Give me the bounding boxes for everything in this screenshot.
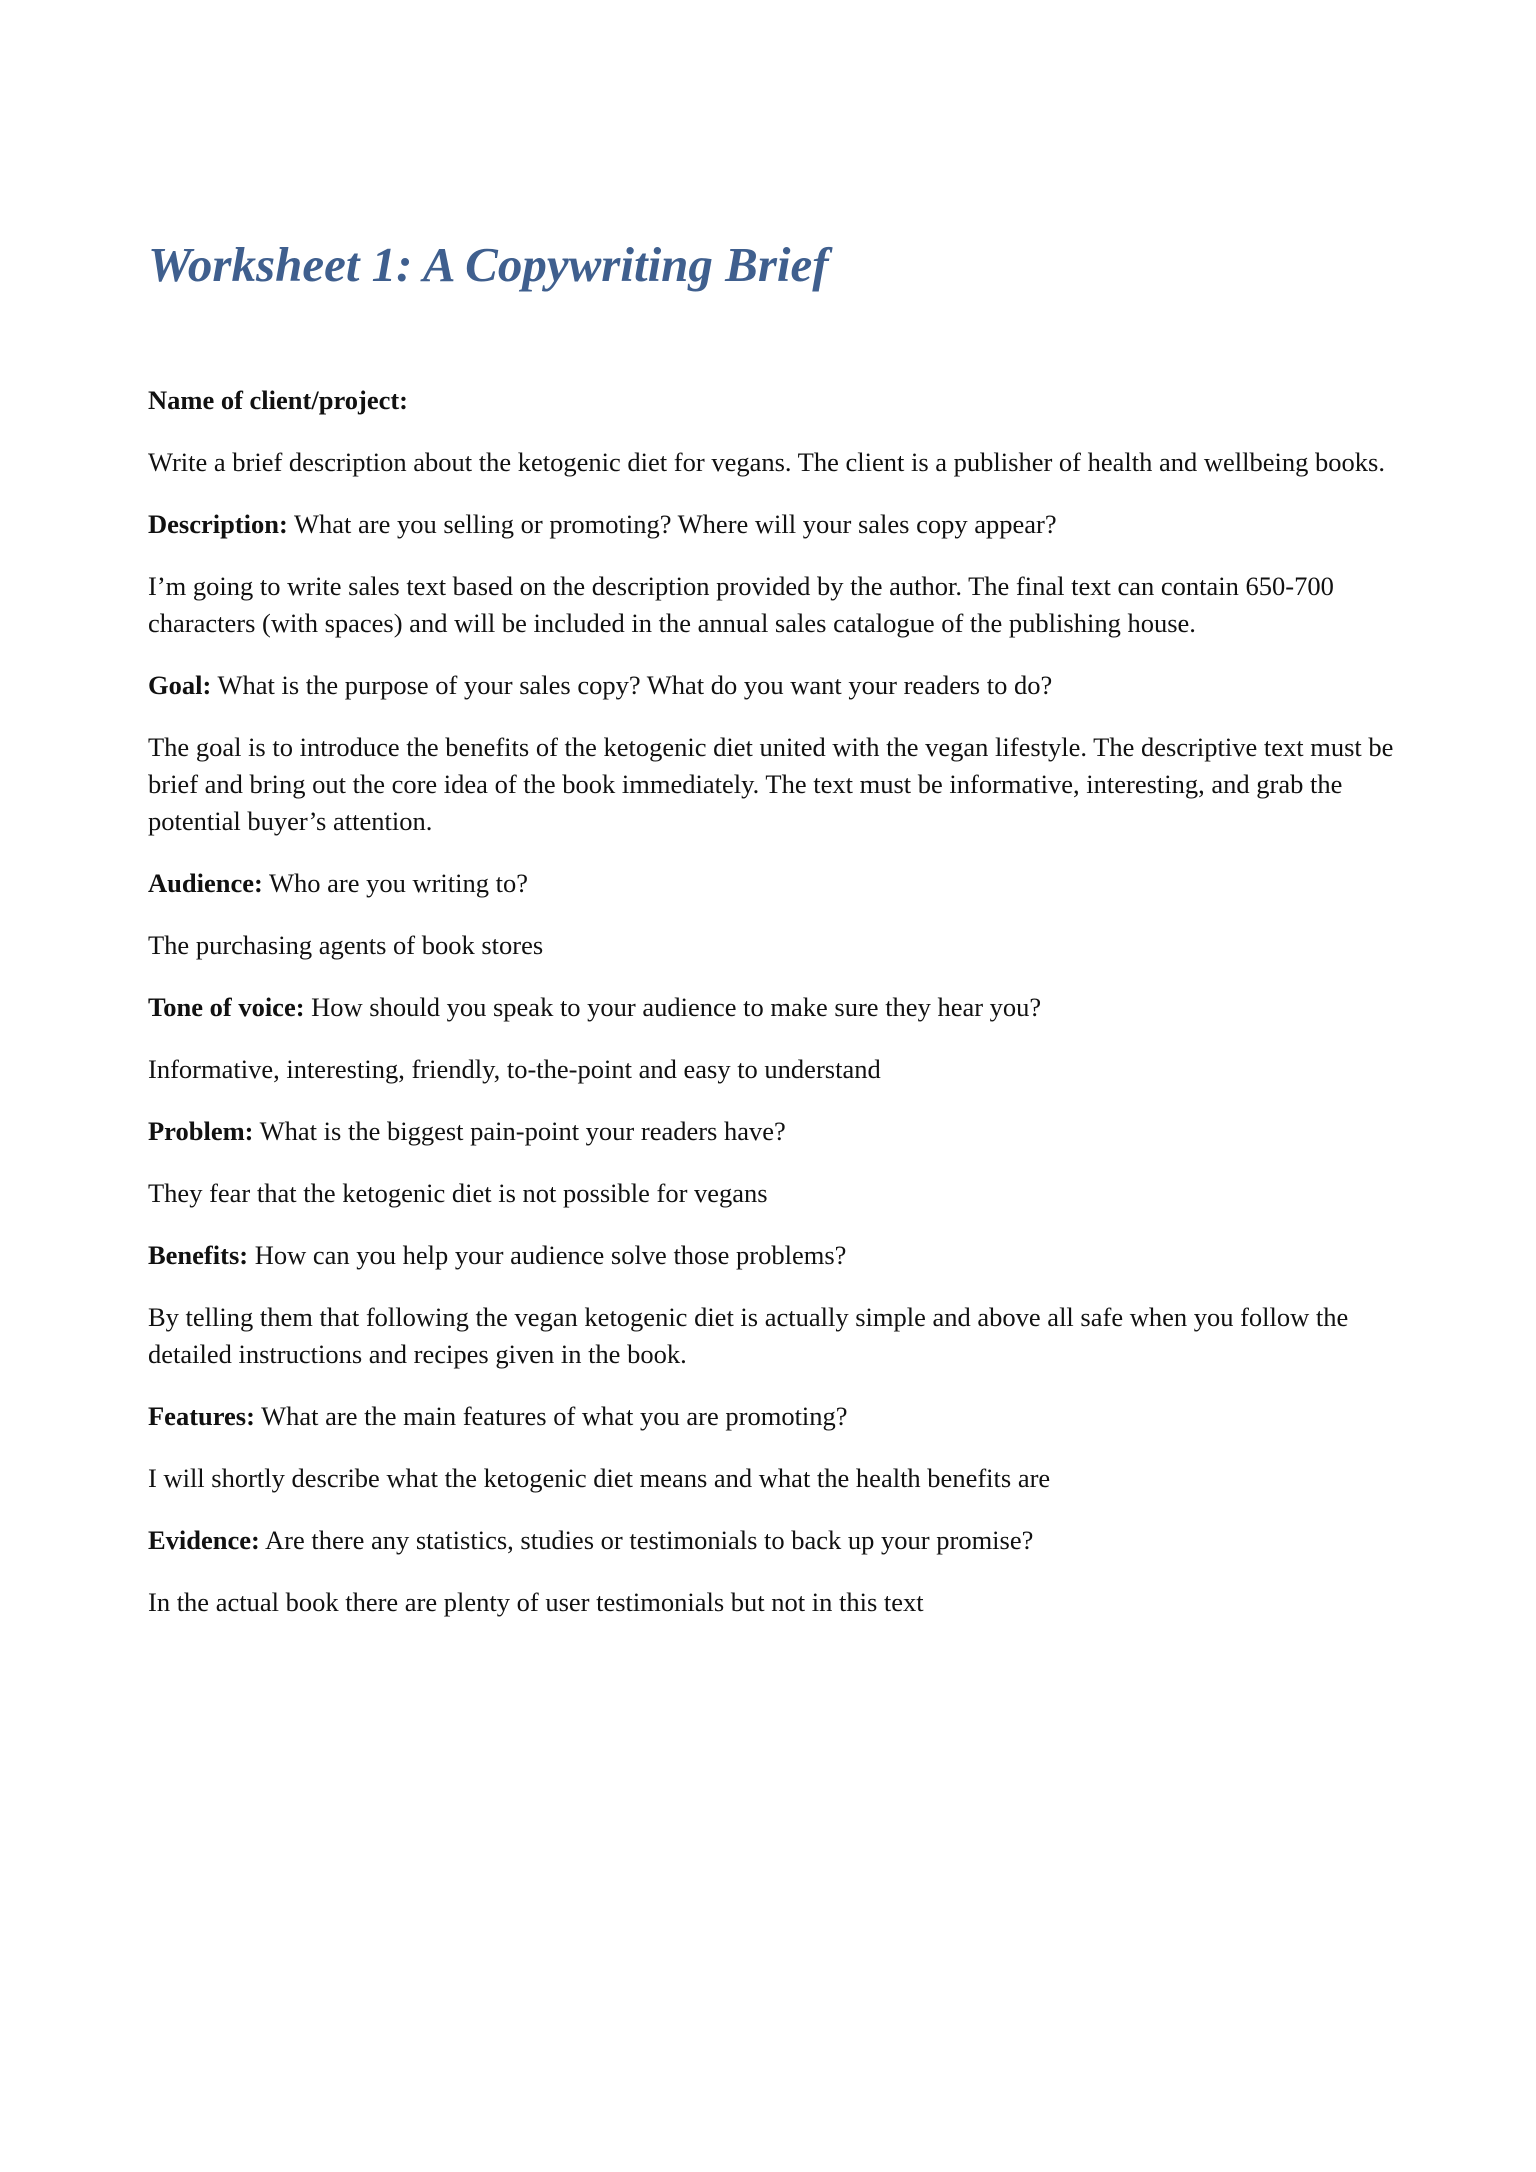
- section-answer: Informative, interesting, friendly, to-the-point and easy to understand: [148, 1053, 881, 1084]
- section-features: [148, 1398, 1408, 1497]
- section-question: [148, 667, 1408, 704]
- section-label: Goal:: [148, 669, 212, 700]
- section-question: [148, 506, 1408, 543]
- section-description: [148, 506, 1408, 642]
- section-answer: I will shortly describe what the ketogenic diet means and what the health benefits are: [148, 1462, 1051, 1493]
- brief-sections: [148, 382, 1408, 1621]
- document-content: [148, 238, 1408, 1646]
- section-answer: The purchasing agents of book stores: [148, 929, 544, 960]
- section-answer: Write a brief description about the ketogenic diet for vegans. The client is a publisher of health and wellbeing books.: [148, 446, 1385, 477]
- section-question: [148, 989, 1408, 1026]
- section-evidence: [148, 1522, 1408, 1621]
- section-question: [148, 1398, 1408, 1435]
- section-label: Audience:: [148, 867, 263, 898]
- section-answer: They fear that the ketogenic diet is not possible for vegans: [148, 1177, 768, 1208]
- section-problem: [148, 1113, 1408, 1212]
- section-question: [148, 382, 1408, 419]
- section-answer: I’m going to write sales text based on the description provided by the author. The final text can contain 650-700 characters (with spaces) and will be included in the annual sales catalogue of the publishing house.: [148, 570, 1334, 638]
- section-question: [148, 1113, 1408, 1150]
- section-goal: [148, 667, 1408, 840]
- page-title: Worksheet 1: A Copywriting Brief: [148, 237, 829, 292]
- section-prompt: How should you speak to your audience to make sure they hear you?: [311, 991, 1042, 1022]
- section-question: [148, 1522, 1408, 1559]
- section-label: Problem:: [148, 1115, 254, 1146]
- section-label: Features:: [148, 1400, 255, 1431]
- section-answer: In the actual book there are plenty of user testimonials but not in this text: [148, 1586, 924, 1617]
- section-answer: By telling them that following the vegan ketogenic diet is actually simple and above all safe when you follow the detailed instructions and recipes given in the book.: [148, 1301, 1349, 1369]
- section-label: Tone of voice:: [148, 991, 305, 1022]
- section-label: Description:: [148, 508, 288, 539]
- section-prompt: Who are you writing to?: [268, 867, 529, 898]
- section-prompt: Are there any statistics, studies or testimonials to back up your promise?: [265, 1524, 1034, 1555]
- section-prompt: What are the main features of what you are promoting?: [261, 1400, 848, 1431]
- section-answer: The goal is to introduce the benefits of the ketogenic diet united with the vegan lifestyle. The descriptive text must be brief and bring out the core idea of the book immediately. The text must be informative, interesting, and grab the potential buyer’s attention.: [148, 731, 1394, 836]
- section-prompt: How can you help your audience solve those problems?: [254, 1239, 847, 1270]
- section-audience: [148, 865, 1408, 964]
- section-prompt: What are you selling or promoting? Where will your sales copy appear?: [294, 508, 1057, 539]
- section-tone-of-voice: [148, 989, 1408, 1088]
- section-label: Benefits:: [148, 1239, 249, 1270]
- section-prompt: What is the purpose of your sales copy? What do you want your readers to do?: [217, 669, 1053, 700]
- section-name-of-client: [148, 382, 1408, 481]
- section-question: [148, 865, 1408, 902]
- section-benefits: [148, 1237, 1408, 1373]
- section-question: [148, 1237, 1408, 1274]
- section-label: Evidence:: [148, 1524, 260, 1555]
- section-prompt: What is the biggest pain-point your readers have?: [259, 1115, 786, 1146]
- section-label: Name of client/project:: [148, 384, 408, 415]
